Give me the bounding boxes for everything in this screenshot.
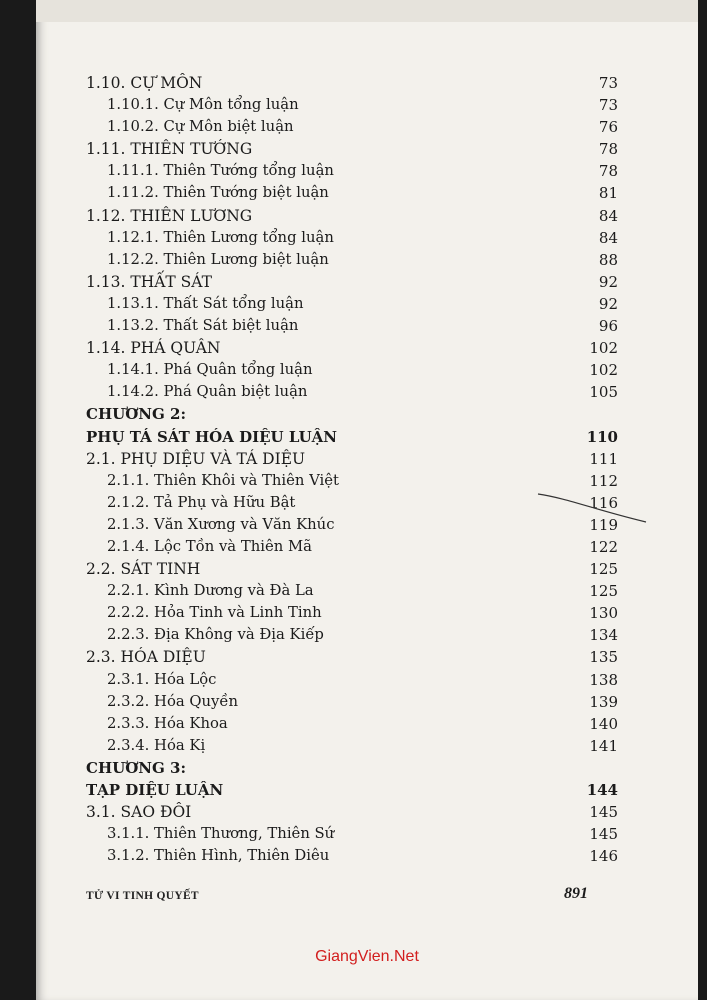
toc-entry-page: 144 [586, 781, 618, 799]
toc-entry-title: 1.13. THẤT SÁT [86, 272, 212, 291]
page-top-strip [36, 0, 698, 22]
toc-entry-title: 2.2.2. Hỏa Tinh và Linh Tinh [107, 604, 322, 622]
toc-entry [86, 823, 646, 845]
toc-entry-page: 145 [589, 803, 618, 822]
toc-entry-page: 110 [586, 427, 618, 446]
toc-entry-page: 96 [598, 317, 618, 336]
toc-entry-title: 1.14.1. Phá Quân tổng luận [107, 361, 313, 379]
toc-entry-title: 2.2. SÁT TINH [86, 560, 201, 579]
toc-entry-title: 1.10.2. Cự Môn biệt luận [107, 118, 294, 136]
toc-entry-title: 1.13.1. Thất Sát tổng luận [107, 294, 304, 312]
toc-entry-page: 102 [589, 339, 618, 358]
toc-entry-title: 1.12.2. Thiên Lương biệt luận [107, 250, 329, 268]
toc-entry [86, 227, 646, 249]
toc-entry-title: 2.3. HÓA DIỆU [86, 648, 206, 667]
toc-entry-title: 2.1.1. Thiên Khôi và Thiên Việt [107, 471, 339, 489]
toc-entry [86, 160, 646, 182]
toc-entry-title: 2.3.2. Hóa Quyền [107, 692, 239, 710]
toc-entry-title: 3.1.1. Thiên Thương, Thiên Sứ [107, 825, 335, 843]
toc-entry-title: 1.12.1. Thiên Lương tổng luận [107, 228, 334, 246]
toc-entry [86, 426, 646, 448]
toc-entry [86, 381, 646, 403]
toc-entry-page: 76 [598, 118, 618, 137]
toc-entry-title: 2.2.3. Địa Không và Địa Kiếp [107, 626, 324, 644]
toc-entry-title: 1.11. THIÊN TƯỚNG [86, 140, 253, 159]
toc-entry-page: 111 [589, 449, 618, 468]
toc-entry-title: 2.1.3. Văn Xương và Văn Khúc [107, 515, 335, 533]
toc-entry-page: 125 [589, 560, 618, 579]
toc-entry-page: 119 [589, 515, 618, 534]
toc-entry [86, 249, 646, 271]
toc-entry [86, 138, 646, 160]
toc-entry [86, 293, 646, 315]
toc-entry-page: 84 [598, 206, 618, 225]
toc-entry [86, 602, 646, 624]
pen-stroke-mark [536, 492, 656, 532]
toc-entry-page: 139 [589, 692, 618, 711]
footer-book-title: TỬ VI TINH QUYẾT [86, 890, 199, 902]
table-of-contents [86, 72, 646, 867]
toc-entry-page: 138 [589, 670, 618, 689]
toc-entry-page: 78 [598, 140, 618, 159]
toc-entry [86, 713, 646, 735]
toc-entry-title: 1.14.2. Phá Quân biệt luận [107, 383, 308, 401]
toc-entry [86, 580, 646, 602]
toc-entry [86, 558, 646, 580]
toc-entry-page: 145 [589, 825, 618, 844]
toc-entry-title: 3.1. SAO ĐÔI [86, 803, 192, 822]
toc-entry-page: 122 [589, 537, 618, 556]
toc-entry-title: 1.11.2. Thiên Tướng biệt luận [107, 184, 329, 202]
toc-entry-page: 84 [598, 228, 618, 247]
toc-entry-page: 146 [589, 847, 618, 866]
toc-entry [86, 337, 646, 359]
toc-entry-page: 141 [589, 736, 618, 755]
toc-entry-page: 102 [589, 361, 618, 380]
toc-entry [86, 470, 646, 492]
toc-entry [86, 205, 646, 227]
toc-entry [86, 669, 646, 691]
toc-entry-title: 1.12. THIÊN LƯƠNG [86, 206, 253, 225]
book-page [36, 0, 698, 1000]
toc-entry-title: 1.10.1. Cự Môn tổng luận [107, 96, 299, 114]
toc-entry-title: 2.3.4. Hóa Kị [107, 736, 206, 754]
toc-entry-page: 92 [598, 294, 618, 313]
toc-entry [86, 536, 646, 558]
toc-entry-title: 3.1.2. Thiên Hình, Thiên Diêu [107, 847, 330, 865]
toc-entry [86, 403, 646, 425]
toc-entry [86, 801, 646, 823]
toc-entry-title: 1.13.2. Thất Sát biệt luận [107, 317, 299, 335]
toc-entry-title: 1.11.1. Thiên Tướng tổng luận [107, 162, 334, 180]
toc-entry-title: PHỤ TÁ SÁT HÓA DIỆU LUẬN [86, 427, 338, 446]
toc-entry-page: 73 [598, 96, 618, 115]
toc-entry-title: 2.1.4. Lộc Tồn và Thiên Mã [107, 537, 312, 555]
toc-entry-title: CHƯƠNG 3: [86, 758, 186, 777]
toc-entry [86, 94, 646, 116]
watermark-text: GiangVien.Net [315, 948, 419, 965]
toc-entry-title: 2.1. PHỤ DIỆU VÀ TÁ DIỆU [86, 449, 306, 468]
toc-entry-page: 135 [589, 648, 618, 667]
toc-entry [86, 757, 646, 779]
toc-entry-page: 112 [589, 471, 618, 490]
toc-entry [86, 359, 646, 381]
toc-entry [86, 182, 646, 204]
toc-entry [86, 72, 646, 94]
toc-entry-page: 88 [598, 250, 618, 269]
toc-entry [86, 448, 646, 470]
toc-entry-page: 78 [598, 162, 618, 181]
toc-entry-page: 73 [598, 74, 618, 92]
toc-entry-title: 2.2.1. Kình Dương và Đà La [107, 582, 314, 600]
toc-entry-title: CHƯƠNG 2: [86, 405, 186, 424]
toc-entry [86, 271, 646, 293]
toc-entry [86, 845, 646, 867]
toc-entry-title: 2.3.3. Hóa Khoa [107, 714, 228, 732]
toc-entry-page: 134 [589, 626, 618, 645]
toc-entry-title: TẠP DIỆU LUẬN [86, 781, 224, 799]
toc-entry [86, 735, 646, 757]
toc-entry-title: 1.14. PHÁ QUÂN [86, 339, 221, 358]
toc-entry-page: 130 [589, 604, 618, 623]
toc-entry-page: 92 [598, 272, 618, 291]
toc-entry [86, 315, 646, 337]
toc-entry [86, 646, 646, 668]
toc-entry-page: 105 [589, 383, 618, 402]
toc-entry [86, 691, 646, 713]
toc-entry-page: 140 [589, 714, 618, 733]
toc-entry-title: 2.1.2. Tả Phụ và Hữu Bật [107, 493, 296, 511]
toc-entry-page: 81 [598, 184, 618, 203]
toc-entry-page: 125 [589, 582, 618, 601]
toc-entry-title: 1.10. CỰ MÔN [86, 74, 203, 92]
toc-entry [86, 779, 646, 801]
footer-page-number: 891 [564, 885, 588, 902]
toc-entry-page: 116 [589, 493, 618, 512]
toc-entry [86, 624, 646, 646]
toc-entry-title: 2.3.1. Hóa Lộc [107, 670, 217, 688]
toc-entry [86, 116, 646, 138]
